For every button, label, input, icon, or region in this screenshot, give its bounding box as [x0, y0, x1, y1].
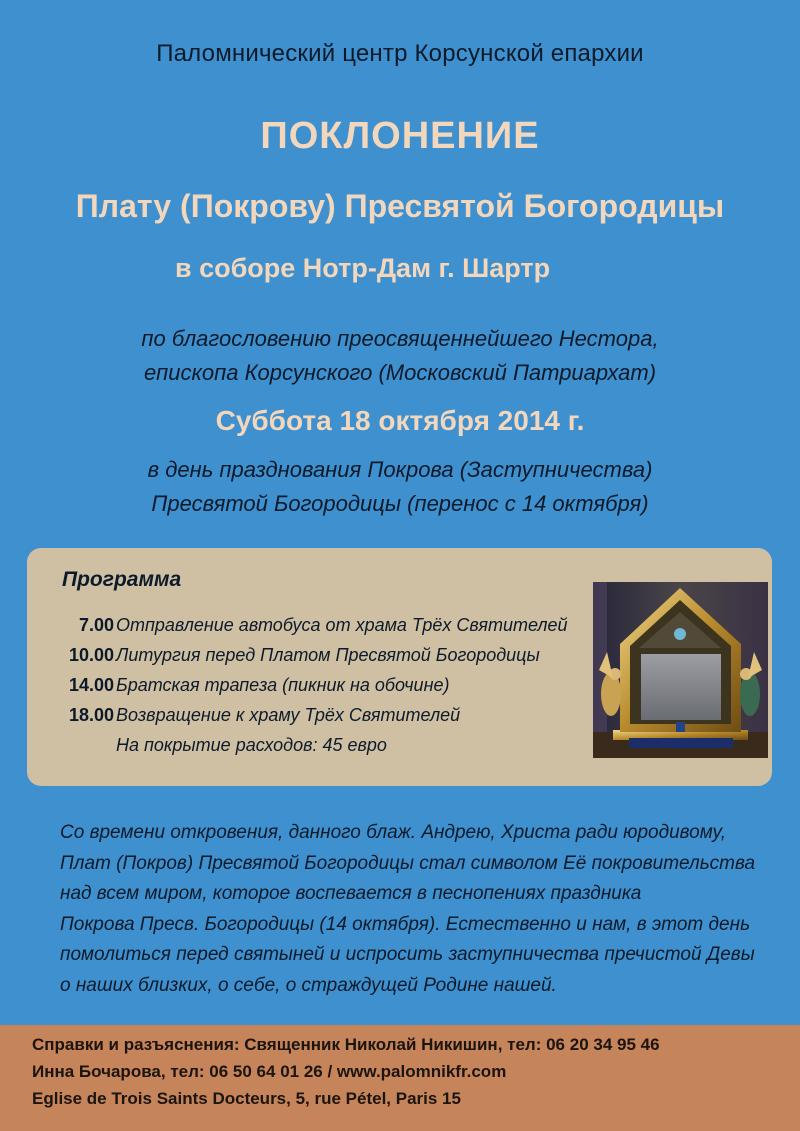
reliquary-illustration: [593, 582, 768, 758]
program-panel: [27, 548, 772, 786]
schedule-item: [27, 705, 568, 735]
schedule-time: 7.00: [78, 615, 114, 635]
schedule-text: Литургия перед Платом Пресвятой Богородицы: [116, 645, 540, 665]
subtitle-relic: Плату (Покрову) Пресвятой Богородицы: [75, 188, 725, 224]
schedule-time: 14.00: [68, 675, 114, 695]
feast-text: [0, 453, 800, 521]
contact-footer: [0, 1025, 800, 1131]
blessing-line: епископа Корсунского (Московский Патриархат): [143, 360, 657, 385]
description-text: [60, 818, 760, 1001]
description-line: над всем миром, которое воспевается в песнопениях праздника: [60, 883, 642, 904]
event-date: Суббота 18 октября 2014 г.: [215, 405, 585, 436]
description-line: Со времени откровения, данного блаж. Андрею, Христа ради юродивому,: [60, 822, 727, 843]
schedule-item: [27, 615, 568, 645]
contact-address: Eglise de Trois Saints Docteurs, 5, rue Pétel, Paris 15: [32, 1089, 461, 1108]
schedule-item: [27, 675, 568, 705]
schedule-text: Отправление автобуса от храма Трёх Святителей: [116, 615, 568, 635]
reliquary-photo: [593, 582, 768, 758]
page-title: ПОКЛОНЕНИЕ: [260, 115, 540, 157]
feast-line: в день празднования Покрова (Заступничества): [147, 457, 653, 482]
schedule-item: [27, 645, 568, 675]
program-title: Программа: [62, 568, 182, 591]
schedule-text: Возвращение к храму Трёх Святителей: [116, 705, 461, 725]
description-line: Плат (Покров) Пресвятой Богородицы стал символом Её покровительства: [60, 852, 756, 874]
description-line: о наших близких, о себе, о страждущей Родине нашей.: [60, 974, 557, 996]
description-line: помолиться перед святыней и испросить заступничества пречистой Девы: [60, 944, 755, 965]
contact-website[interactable]: Инна Бочарова, тел: 06 50 64 01 26 / www.palomnikfr.com: [32, 1062, 507, 1081]
description-line: Покрова Пресв. Богородицы (14 октября). Естественно и нам, в этот день: [60, 913, 751, 935]
blessing-line: по благословению преосвященнейшего Нестора,: [141, 326, 659, 351]
organization-name: Паломнический центр Корсунской епархии: [156, 40, 644, 67]
blessing-text: [0, 322, 800, 390]
schedule-time: 10.00: [68, 645, 114, 665]
subtitle-location: в соборе Нотр-Дам г. Шартр: [175, 253, 551, 283]
feast-line: Пресвятой Богородицы (перенос с 14 октября): [151, 491, 649, 516]
contact-priest: Справки и разъяснения: Священник Николай Никишин, тел: 06 20 34 95 46: [32, 1035, 660, 1054]
program-schedule: [27, 615, 568, 765]
schedule-time: 18.00: [68, 705, 114, 725]
schedule-text: Братская трапеза (пикник на обочине): [116, 675, 450, 695]
cost-note: На покрытие расходов: 45 евро: [116, 735, 387, 755]
